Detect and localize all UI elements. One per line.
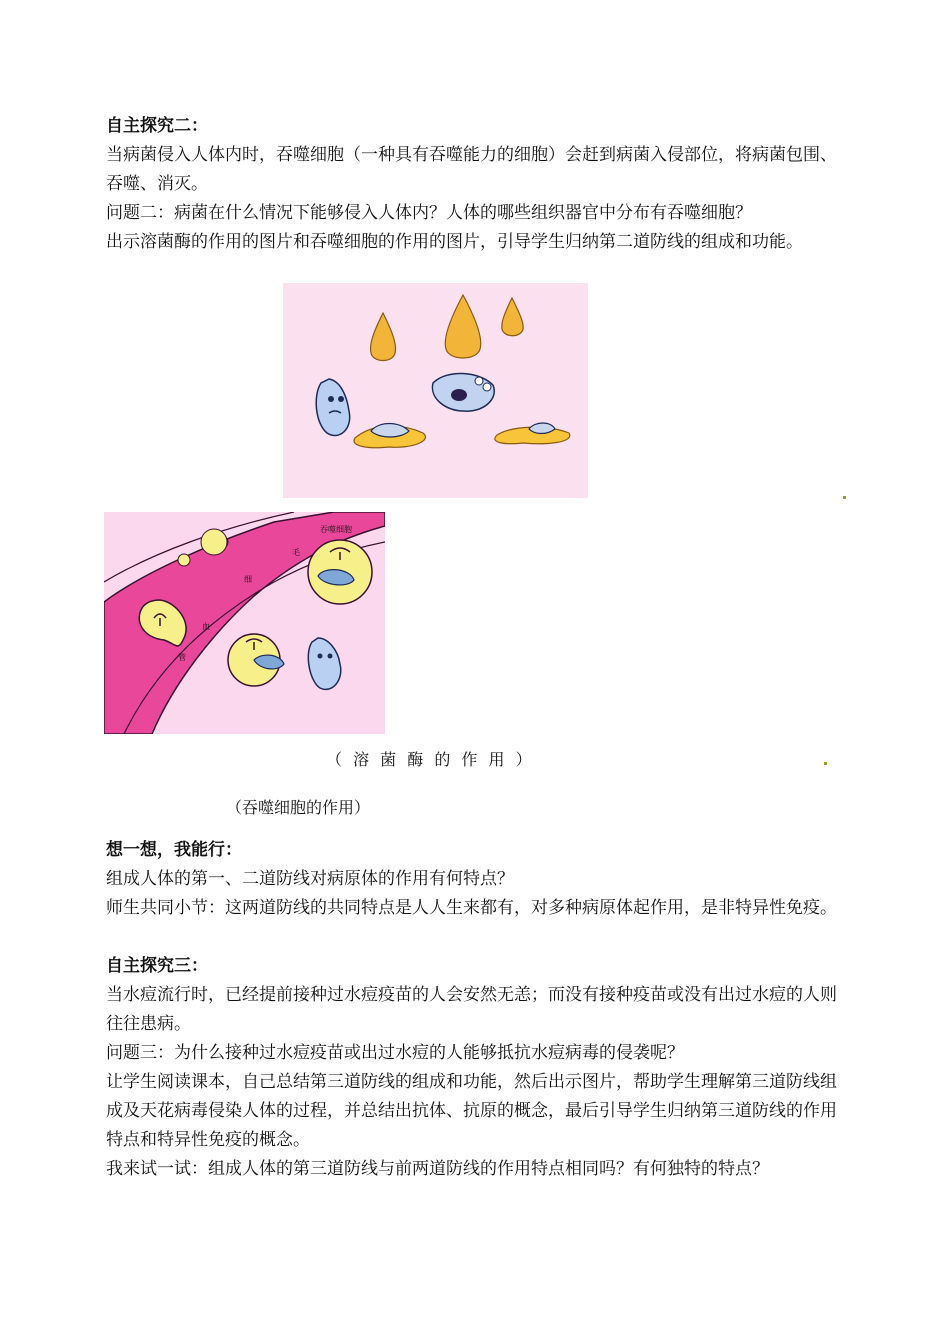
section2-paragraph-3: 出示溶菌酶的作用的图片和吞噬细胞的作用的图片，引导学生归纳第二道防线的组成和功能。 xyxy=(106,232,803,252)
section3-paragraph-1: 当水痘流行时，已经提前接种过水痘疫苗的人会安然无恙；而没有接种疫苗或没有出过水痘的人则往往患病。 xyxy=(106,985,837,1034)
think-summary: 师生共同小节：这两道防线的共同特点是人人生来都有，对多种病原体起作用，是非特异性免疫。 xyxy=(106,898,837,918)
section2-heading: 自主探究二： xyxy=(106,116,208,136)
phagocyte-illustration xyxy=(104,512,385,734)
section3-question: 问题三：为什么接种过水痘疫苗或出过水痘的人能够抵抗水痘病毒的侵袭呢？ xyxy=(106,1043,684,1063)
decorative-dot xyxy=(824,762,827,765)
section3-paragraph-3: 让学生阅读课本，自己总结第三道防线的组成和功能，然后出示图片，帮助学生理解第三道防线组成及天花病毒侵染人体的过程，并总结出抗体、抗原的概念，最后引导学生归纳第三道防线的作用特点和特异性免疫的概念。 xyxy=(106,1072,837,1150)
section3-try: 我来试一试：组成人体的第三道防线与前两道防线的作用特点相同吗？有何独特的特点？ xyxy=(106,1159,769,1179)
section2-paragraph-1: 当病菌侵入人体内时，吞噬细胞（一种具有吞噬能力的细胞）会赶到病菌入侵部位，将病菌包围、吞噬、消灭。 xyxy=(106,145,837,194)
lysozyme-illustration xyxy=(283,283,588,498)
section3-heading: 自主探究三： xyxy=(106,956,208,976)
think-heading: 想一想，我能行： xyxy=(106,840,242,860)
vessel-label-2: 细 xyxy=(244,575,252,584)
vessel-label-3: 血 xyxy=(202,622,210,631)
vessel-label-4: 管 xyxy=(178,653,186,662)
decorative-dot xyxy=(843,496,846,499)
vessel-label-1: 毛 xyxy=(292,548,300,557)
think-question: 组成人体的第一、二道防线对病原体的作用有何特点？ xyxy=(106,869,514,889)
section2-question: 问题二：病菌在什么情况下能够侵入人体内？人体的哪些组织器官中分布有吞噬细胞？ xyxy=(106,203,752,223)
phagocyte-label: 吞噬细胞 xyxy=(320,525,352,534)
caption-lysozyme: （ 溶 菌 酶 的 作 用 ） xyxy=(326,750,535,769)
caption-phagocyte: （吞噬细胞的作用） xyxy=(226,798,371,817)
